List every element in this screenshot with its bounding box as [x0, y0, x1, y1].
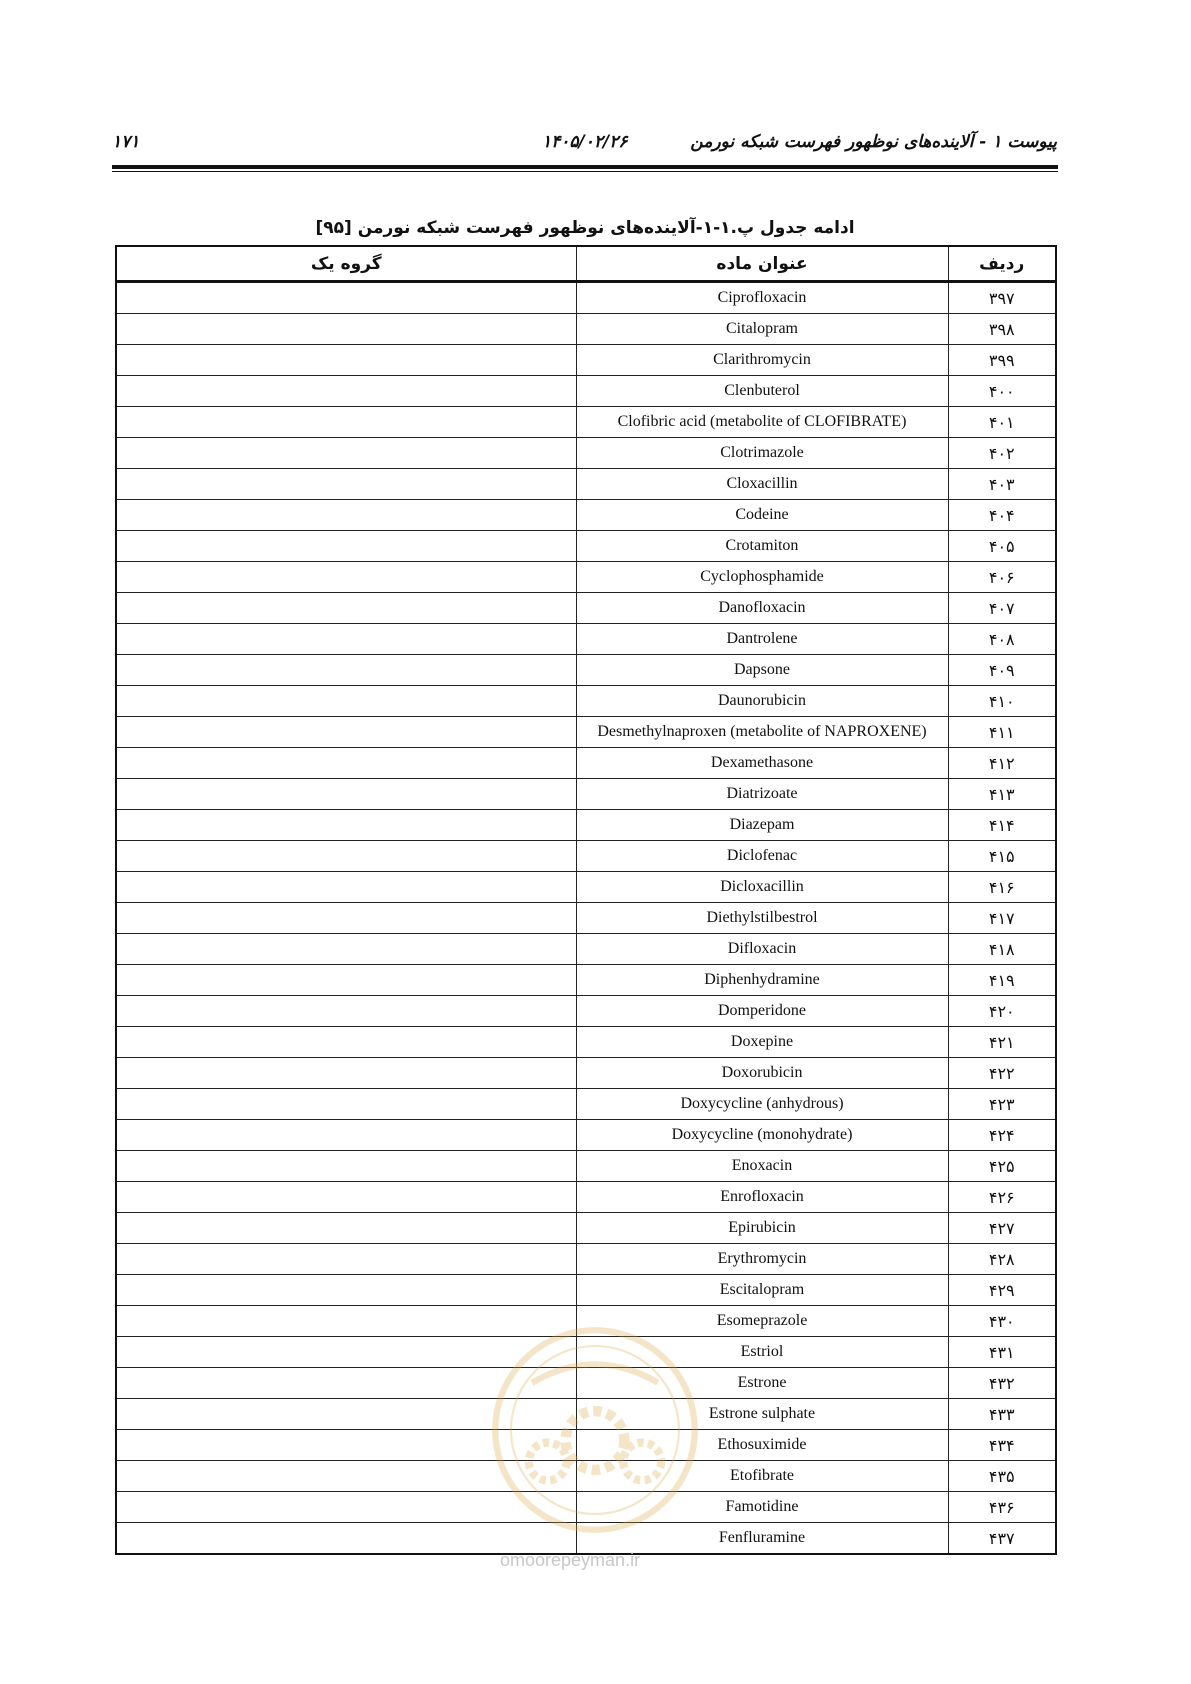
substance-name-cell: Desmethylnaproxen (metabolite of NAPROXENE)	[576, 717, 948, 748]
row-index-cell: ۴۰۳	[948, 469, 1056, 500]
group-cell	[116, 934, 576, 965]
row-index-cell: ۴۲۷	[948, 1213, 1056, 1244]
group-cell	[116, 779, 576, 810]
group-cell	[116, 1399, 576, 1430]
row-index-cell: ۴۳۰	[948, 1306, 1056, 1337]
table-row	[116, 593, 1056, 624]
row-index-cell: ۴۳۵	[948, 1461, 1056, 1492]
row-index-cell: ۴۰۷	[948, 593, 1056, 624]
table-row	[116, 1275, 1056, 1306]
group-cell	[116, 531, 576, 562]
row-index-cell: ۴۲۱	[948, 1027, 1056, 1058]
substance-name-cell: Erythromycin	[576, 1244, 948, 1275]
table-row	[116, 562, 1056, 593]
substance-name-cell: Enoxacin	[576, 1151, 948, 1182]
group-cell	[116, 1430, 576, 1461]
group-cell	[116, 810, 576, 841]
row-index-cell: ۴۱۶	[948, 872, 1056, 903]
table-row	[116, 1244, 1056, 1275]
table-row	[116, 624, 1056, 655]
row-index-cell: ۴۰۴	[948, 500, 1056, 531]
table-row	[116, 1399, 1056, 1430]
row-index-cell: ۴۱۲	[948, 748, 1056, 779]
row-index-cell: ۳۹۹	[948, 345, 1056, 376]
watermark-text: omoorepeyman.ir	[500, 1550, 641, 1570]
table-row	[116, 438, 1056, 469]
table-row	[116, 1027, 1056, 1058]
group-cell	[116, 748, 576, 779]
table-row	[116, 1306, 1056, 1337]
substance-name-cell: Dicloxacillin	[576, 872, 948, 903]
group-cell	[116, 965, 576, 996]
row-index-cell: ۴۲۵	[948, 1151, 1056, 1182]
header-title: پیوست ۱ - آلاینده‌های نوظهور فهرست شبکه نورمن	[690, 132, 1057, 152]
row-index-cell: ۴۰۹	[948, 655, 1056, 686]
substance-name-cell: Dantrolene	[576, 624, 948, 655]
substance-name-cell: Escitalopram	[576, 1275, 948, 1306]
row-index-cell: ۴۲۲	[948, 1058, 1056, 1089]
table-body	[116, 282, 1056, 1555]
table-row	[116, 314, 1056, 345]
group-cell	[116, 717, 576, 748]
group-cell	[116, 624, 576, 655]
substance-name-cell: Clarithromycin	[576, 345, 948, 376]
row-index-cell: ۴۳۷	[948, 1523, 1056, 1555]
table-row	[116, 1182, 1056, 1213]
table-row	[116, 469, 1056, 500]
substance-name-cell: Etofibrate	[576, 1461, 948, 1492]
row-index-cell: ۴۳۴	[948, 1430, 1056, 1461]
group-cell	[116, 376, 576, 407]
row-index-cell: ۴۱۴	[948, 810, 1056, 841]
table-row	[116, 531, 1056, 562]
row-index-cell: ۴۲۴	[948, 1120, 1056, 1151]
substance-name-cell: Diazepam	[576, 810, 948, 841]
substance-name-cell: Fenfluramine	[576, 1523, 948, 1555]
row-index-cell: ۴۳۲	[948, 1368, 1056, 1399]
table-row	[116, 376, 1056, 407]
row-index-cell: ۴۱۹	[948, 965, 1056, 996]
row-index-cell: ۴۰۱	[948, 407, 1056, 438]
group-cell	[116, 562, 576, 593]
header-rule-thin	[112, 171, 1058, 172]
substance-name-cell: Ethosuximide	[576, 1430, 948, 1461]
table-row	[116, 1430, 1056, 1461]
table-row	[116, 407, 1056, 438]
row-index-cell: ۴۱۷	[948, 903, 1056, 934]
group-cell	[116, 1151, 576, 1182]
substance-name-cell: Danofloxacin	[576, 593, 948, 624]
row-index-cell: ۴۲۰	[948, 996, 1056, 1027]
substance-name-cell: Ciprofloxacin	[576, 282, 948, 314]
group-cell	[116, 1244, 576, 1275]
table-row	[116, 841, 1056, 872]
table-row	[116, 748, 1056, 779]
group-cell	[116, 841, 576, 872]
column-header-name: عنوان ماده	[576, 246, 948, 282]
substance-name-cell: Doxycycline (monohydrate)	[576, 1120, 948, 1151]
substance-name-cell: Clofibric acid (metabolite of CLOFIBRATE)	[576, 407, 948, 438]
group-cell	[116, 655, 576, 686]
group-cell	[116, 903, 576, 934]
table-row	[116, 717, 1056, 748]
table-row	[116, 1151, 1056, 1182]
table-row	[116, 282, 1056, 314]
column-header-group: گروه یک	[116, 246, 576, 282]
table-row	[116, 996, 1056, 1027]
substance-name-cell: Diphenhydramine	[576, 965, 948, 996]
substance-name-cell: Dapsone	[576, 655, 948, 686]
table-row	[116, 934, 1056, 965]
column-header-index: ردیف	[948, 246, 1056, 282]
substance-name-cell: Codeine	[576, 500, 948, 531]
table-row	[116, 1058, 1056, 1089]
table-row	[116, 903, 1056, 934]
row-index-cell: ۴۰۶	[948, 562, 1056, 593]
group-cell	[116, 1461, 576, 1492]
row-index-cell: ۴۰۲	[948, 438, 1056, 469]
substance-name-cell: Diatrizoate	[576, 779, 948, 810]
group-cell	[116, 1058, 576, 1089]
group-cell	[116, 1492, 576, 1523]
group-cell	[116, 1306, 576, 1337]
group-cell	[116, 996, 576, 1027]
row-index-cell: ۴۲۳	[948, 1089, 1056, 1120]
substance-name-cell: Estriol	[576, 1337, 948, 1368]
row-index-cell: ۴۳۶	[948, 1492, 1056, 1523]
row-index-cell: ۴۲۸	[948, 1244, 1056, 1275]
group-cell	[116, 1213, 576, 1244]
group-cell	[116, 1368, 576, 1399]
row-index-cell: ۴۱۸	[948, 934, 1056, 965]
substance-name-cell: Dexamethasone	[576, 748, 948, 779]
row-index-cell: ۴۱۵	[948, 841, 1056, 872]
group-cell	[116, 500, 576, 531]
group-cell	[116, 407, 576, 438]
row-index-cell: ۴۱۳	[948, 779, 1056, 810]
table-row	[116, 1492, 1056, 1523]
substance-name-cell: Crotamiton	[576, 531, 948, 562]
table-row	[116, 686, 1056, 717]
group-cell	[116, 469, 576, 500]
substance-name-cell: Diclofenac	[576, 841, 948, 872]
table-row	[116, 810, 1056, 841]
header-rule-thick	[112, 165, 1058, 169]
substance-name-cell: Famotidine	[576, 1492, 948, 1523]
group-cell	[116, 1337, 576, 1368]
row-index-cell: ۴۳۳	[948, 1399, 1056, 1430]
substance-name-cell: Cyclophosphamide	[576, 562, 948, 593]
group-cell	[116, 593, 576, 624]
substance-name-cell: Doxycycline (anhydrous)	[576, 1089, 948, 1120]
table-row	[116, 779, 1056, 810]
table-header-row	[116, 246, 1056, 282]
pollutant-table	[115, 245, 1057, 1555]
group-cell	[116, 686, 576, 717]
group-cell	[116, 282, 576, 314]
row-index-cell: ۴۰۵	[948, 531, 1056, 562]
group-cell	[116, 345, 576, 376]
header-date: ۱۴۰۵/۰۲/۲۶	[542, 132, 628, 152]
row-index-cell: ۳۹۷	[948, 282, 1056, 314]
row-index-cell: ۴۱۰	[948, 686, 1056, 717]
table-row	[116, 1120, 1056, 1151]
substance-name-cell: Epirubicin	[576, 1213, 948, 1244]
table-row	[116, 1368, 1056, 1399]
page-header	[112, 128, 1057, 156]
table-row	[116, 1337, 1056, 1368]
table-row	[116, 872, 1056, 903]
table-caption: ادامه جدول پ.۱-۱-آلاینده‌های نوظهور فهرست شبکه نورمن [۹۵]	[315, 218, 855, 238]
substance-name-cell: Difloxacin	[576, 934, 948, 965]
page-number: ۱۷۱	[112, 132, 140, 152]
substance-name-cell: Doxorubicin	[576, 1058, 948, 1089]
group-cell	[116, 1182, 576, 1213]
substance-name-cell: Daunorubicin	[576, 686, 948, 717]
substance-name-cell: Citalopram	[576, 314, 948, 345]
table-row	[116, 500, 1056, 531]
group-cell	[116, 1275, 576, 1306]
row-index-cell: ۳۹۸	[948, 314, 1056, 345]
substance-name-cell: Clotrimazole	[576, 438, 948, 469]
substance-name-cell: Domperidone	[576, 996, 948, 1027]
group-cell	[116, 1120, 576, 1151]
row-index-cell: ۴۲۹	[948, 1275, 1056, 1306]
substance-name-cell: Esomeprazole	[576, 1306, 948, 1337]
substance-name-cell: Doxepine	[576, 1027, 948, 1058]
substance-name-cell: Diethylstilbestrol	[576, 903, 948, 934]
row-index-cell: ۴۳۱	[948, 1337, 1056, 1368]
row-index-cell: ۴۰۸	[948, 624, 1056, 655]
substance-name-cell: Clenbuterol	[576, 376, 948, 407]
substance-name-cell: Cloxacillin	[576, 469, 948, 500]
table-row	[116, 655, 1056, 686]
table-row	[116, 1089, 1056, 1120]
row-index-cell: ۴۱۱	[948, 717, 1056, 748]
table-row	[116, 965, 1056, 996]
substance-name-cell: Enrofloxacin	[576, 1182, 948, 1213]
group-cell	[116, 1027, 576, 1058]
group-cell	[116, 314, 576, 345]
substance-name-cell: Estrone	[576, 1368, 948, 1399]
group-cell	[116, 872, 576, 903]
group-cell	[116, 1089, 576, 1120]
table-row	[116, 1213, 1056, 1244]
substance-name-cell: Estrone sulphate	[576, 1399, 948, 1430]
table-row	[116, 345, 1056, 376]
row-index-cell: ۴۲۶	[948, 1182, 1056, 1213]
group-cell	[116, 438, 576, 469]
table-row	[116, 1461, 1056, 1492]
row-index-cell: ۴۰۰	[948, 376, 1056, 407]
